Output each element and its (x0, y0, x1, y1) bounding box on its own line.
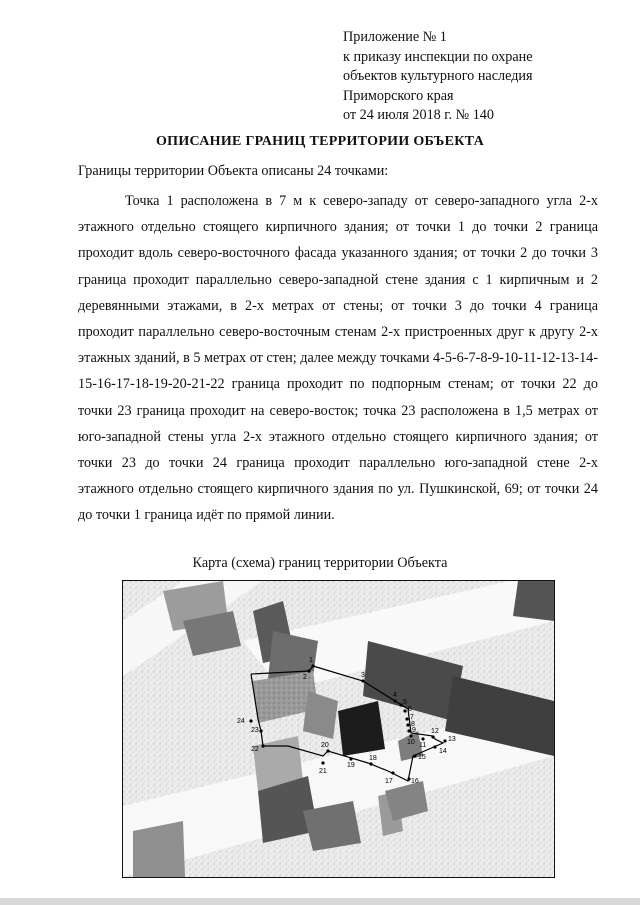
boundary-map (122, 580, 555, 878)
point-label: 18 (369, 755, 377, 762)
point-label: 6 (408, 706, 412, 713)
appendix-line: к приказу инспекции по охране (343, 48, 533, 65)
point-label: 8 (411, 721, 415, 728)
point-label: 22 (251, 746, 259, 753)
document-title: ОПИСАНИЕ ГРАНИЦ ТЕРРИТОРИИ ОБЪЕКТА (155, 134, 485, 149)
map-svg (123, 581, 554, 877)
point-label: 17 (385, 778, 393, 785)
appendix-line: от 24 июля 2018 г. № 140 (343, 107, 494, 124)
appendix-line: Приморского края (343, 87, 454, 104)
point-label: 5 (403, 699, 407, 706)
point-label: 14 (439, 748, 447, 755)
point-label: 19 (347, 762, 355, 769)
point-label: 2 (303, 674, 307, 681)
point-label: 13 (448, 736, 456, 743)
point-label: 10 (407, 739, 415, 746)
map-caption: Карта (схема) границ территории Объекта (192, 555, 448, 571)
point-label: 21 (319, 768, 327, 775)
intro-text: Границы территории Объекта описаны 24 точками: (78, 163, 389, 179)
point-label: 3 (361, 672, 365, 679)
scan-border (0, 898, 640, 905)
main-building (338, 701, 385, 756)
point-label: 20 (321, 742, 329, 749)
point-label: 9 (412, 727, 416, 734)
point-label: 16 (411, 778, 419, 785)
point-label: 12 (431, 728, 439, 735)
point-label: 7 (410, 714, 414, 721)
point-label: 4 (393, 692, 397, 699)
appendix-line: объектов культурного наследия (343, 68, 533, 85)
point-label: 23 (251, 727, 259, 734)
point-label: 15 (418, 754, 426, 761)
appendix-line: Приложение № 1 (343, 29, 447, 45)
point-label: 11 (419, 742, 427, 749)
building (513, 581, 554, 621)
appendix-block (343, 28, 623, 126)
boundary-description: Точка 1 расположена в 7 м к северо-западу от северо-западного угла 2-х этажного отдельно стоящего кирпичного здания; от точки 1 до точки 2 граница проходит вдоль северо-восточного фасада указанного здания; от точки 2 до точки 3 граница проходит параллельно северо-западной стене здания с 1 кирпичным и 2 деревянными этажами, в 2-х метрах от стены; от точки 3 до точки 4 граница проходит параллельно северо-восточным стенам 2-х пристроенных друг к другу 2-х этажных зданий, в 5 метрах от стен; далее между точками 4-5-6-7-8-9-10-11-12-13-14-15-16-17-18-19-20-21-22 граница проходит по подпорным стенам; от точки 22 до точки 23 граница проходит на северо-восток; точка 23 расположена в 1,5 метрах от юго-западной стены угла 2-х этажного отдельно стоящего кирпичного здания; от точки 23 до точки 24 граница проходит параллельно юго-западной стене 2-х этажного отдельно стоящего кирпичного здания по ул. Пушкинской, 69; от точки 24 до точки 1 граница идёт по прямой линии. (78, 193, 598, 524)
point-label: 1 (309, 657, 313, 664)
point-label: 24 (237, 718, 245, 725)
